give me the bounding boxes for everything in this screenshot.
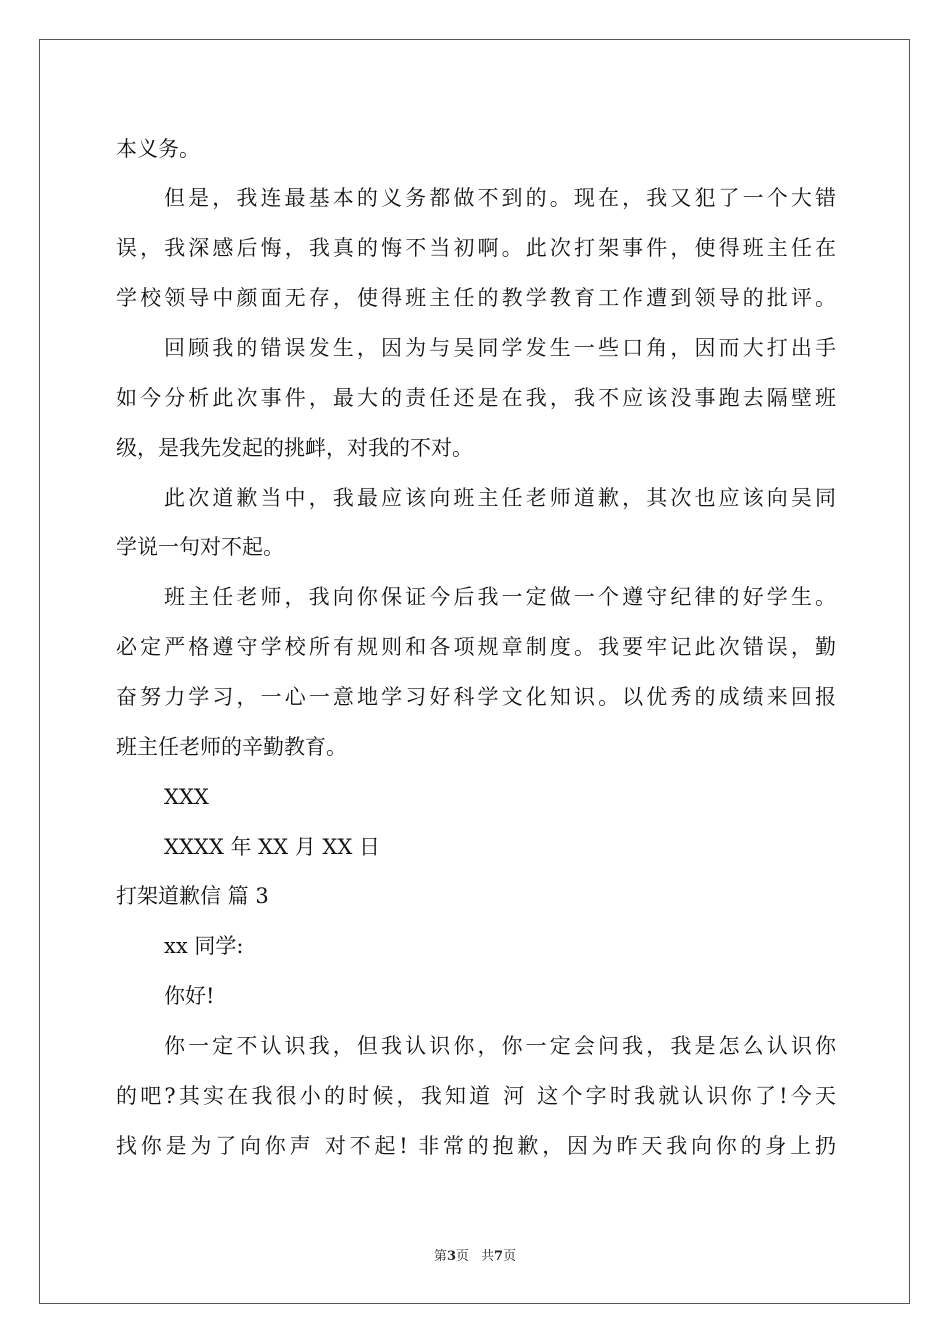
- text-line-9: 学说一句对不起。: [116, 535, 284, 559]
- signature-date: XXXX 年 XX 月 XX 日: [164, 835, 380, 859]
- text-line-12: 奋努力学习，一心一意地学习好科学文化知识。以优秀的成绩来回报: [116, 685, 836, 709]
- text-line-13: 班主任老师的辛勤教育。: [116, 735, 347, 759]
- footer-total-prefix: 共: [481, 1249, 495, 1264]
- text-line-1: 本义务。: [116, 137, 200, 161]
- text-line-4: 学校领导中颜面无存，使得班主任的教学教育工作遭到领导的批评。: [116, 286, 836, 310]
- section-heading: 打架道歉信 篇 3: [116, 884, 269, 908]
- text-line-6: 如今分析此次事件，最大的责任还是在我，我不应该没事跑去隔壁班: [116, 386, 836, 410]
- text-line-20: 的吧?其实在我很小的时候，我知道 河 这个字时我就认识你了!今天: [116, 1084, 836, 1108]
- text-line-5: 回顾我的错误发生，因为与吴同学发生一些口角，因而大打出手: [164, 336, 836, 360]
- text-line-8: 此次道歉当中，我最应该向班主任老师道歉，其次也应该向吴同: [164, 486, 836, 510]
- text-line-7: 级，是我先发起的挑衅，对我的不对。: [116, 436, 473, 460]
- text-line-10: 班主任老师，我向你保证今后我一定做一个遵守纪律的好学生。: [164, 585, 836, 609]
- footer-page-prefix: 第: [433, 1249, 447, 1264]
- page-footer: [0, 1245, 950, 1264]
- salutation: xx 同学:: [164, 934, 244, 958]
- text-line-2: 但是，我连最基本的义务都做不到的。现在，我又犯了一个大错: [164, 186, 836, 210]
- text-line-19: 你一定不认识我，但我认识你，你一定会问我，我是怎么认识你: [164, 1034, 836, 1058]
- greeting: 你好!: [164, 984, 215, 1008]
- text-line-11: 必定严格遵守学校所有规则和各项规章制度。我要牢记此次错误，勤: [116, 635, 836, 659]
- footer-page-current: 3: [446, 1249, 456, 1264]
- footer-page-suffix: 页: [455, 1249, 469, 1264]
- text-line-3: 误，我深感后悔，我真的悔不当初啊。此次打架事件，使得班主任在: [116, 236, 836, 260]
- footer-page-total: 7: [494, 1249, 504, 1264]
- text-line-21: 找你是为了向你声 对不起! 非常的抱歉，因为昨天我向你的身上扔: [116, 1134, 836, 1158]
- signature-name: XXX: [164, 785, 209, 809]
- footer-total-suffix: 页: [503, 1249, 517, 1264]
